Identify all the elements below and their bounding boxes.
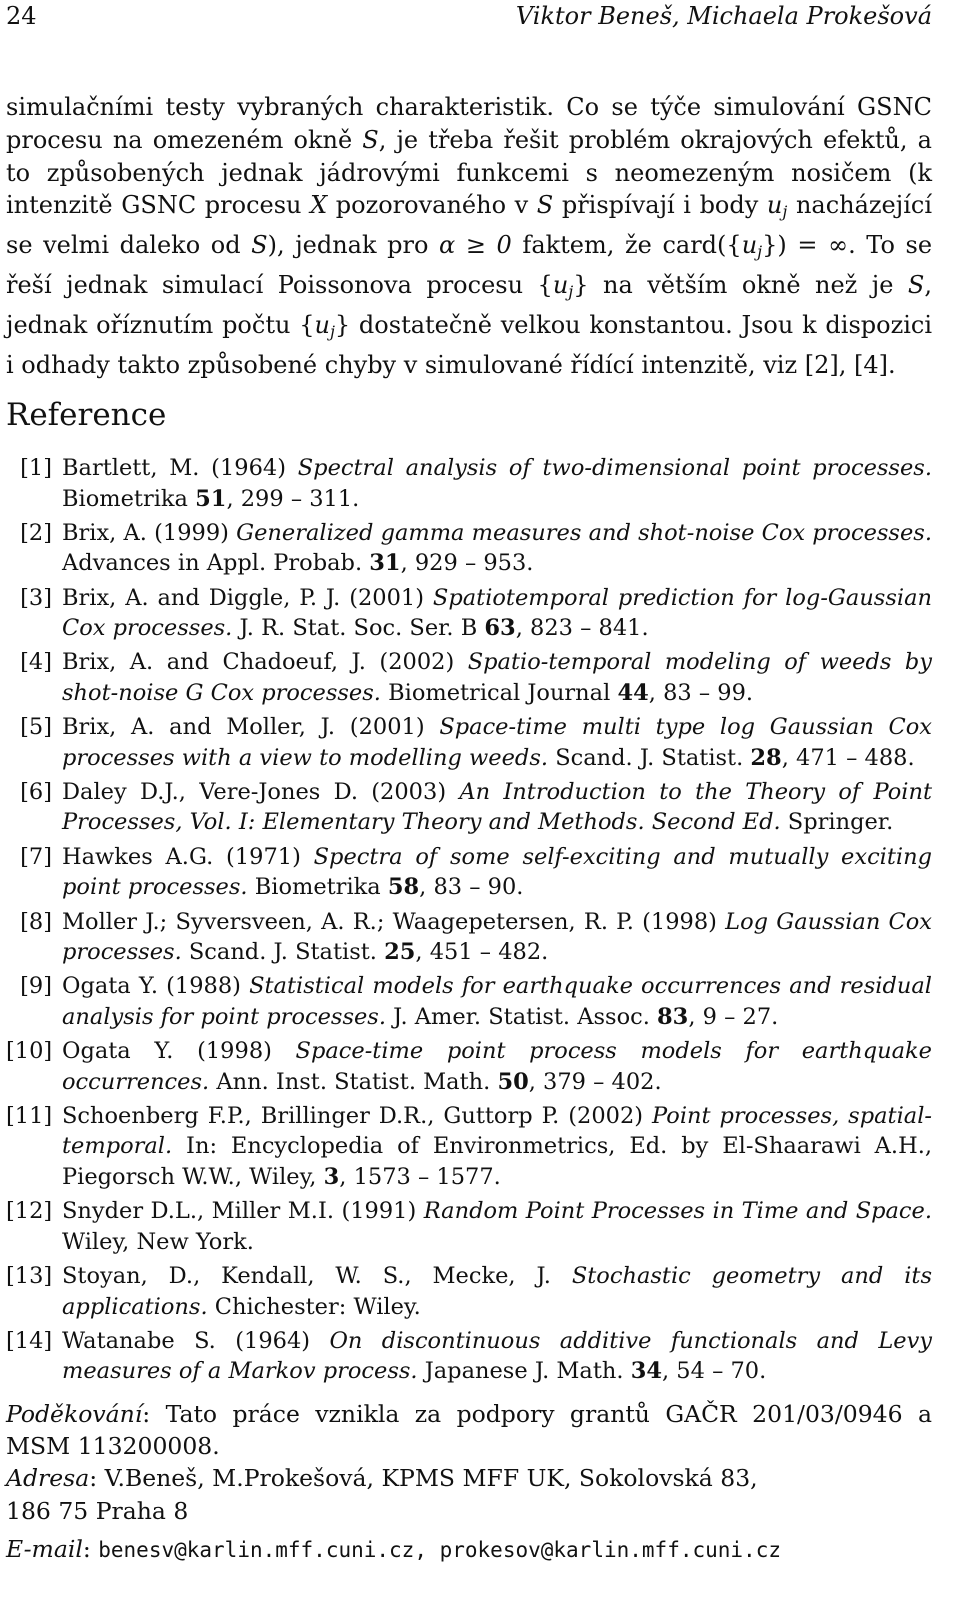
math-symbol: X [310,191,328,220]
text-run: nacházející se velmi daleko od [6,191,932,260]
reference-title: Random Point Processes in Time and Space. [423,1198,932,1225]
reference-volume: 58 [387,874,420,901]
reference-source: Biometrika [247,874,388,901]
reference-item [6,453,932,514]
reference-authors: Hawkes A.G. (1971) [62,843,314,870]
reference-title: Generalized gamma measures and shot-noise Cox processes. [236,519,932,546]
text-run: pozorovaného v [327,191,537,220]
acknowledgement [6,1398,932,1462]
reference-list [6,453,932,1391]
reference-authors: Ogata Y. (1998) [62,1038,296,1065]
reference-authors: Bartlett, M. (1964) [62,455,298,481]
address-label: Adresa [6,1464,90,1492]
reference-source: Springer. [780,809,894,836]
email-label: E-mail [6,1535,83,1563]
reference-pages: , 299 – 311. [226,485,360,512]
reference-number: [1] [20,455,52,481]
reference-source: J. R. Stat. Soc. Ser. B [232,615,485,642]
reference-number: [6] [20,778,52,805]
text-run: faktem, že card({ [511,231,742,260]
reference-source: In: Encyclopedia of Environmetrics, Ed. by El-Shaarawi A.H., Piegorsch W.W., Wiley, [62,1133,932,1190]
reference-number: [14] [6,1327,53,1354]
text-run: , jednak oříznutím počtu { [6,270,932,339]
math-symbol: u [314,310,330,339]
reference-authors: Brix, A. and Diggle, P. J. (2001) [62,584,433,611]
reference-authors: Brix, A. (1999) [62,519,237,546]
reference-authors: Watanabe S. (1964) [62,1327,330,1354]
reference-authors: Stoyan, D., Kendall, W. S., Mecke, J. [62,1263,572,1290]
reference-authors: Brix, A. and Moller, J. (2001) [62,714,440,741]
reference-title: Spatiotemporal prediction for log-Gaussian Cox processes. [62,584,932,642]
reference-pages: , 54 – 70. [662,1358,767,1385]
reference-authors: Moller J.; Syversveen, A. R.; Waagepetersen, R. P. (1998) [62,908,726,935]
running-title: Viktor Beneš, Michaela Prokešová [515,2,932,30]
address-line-1: : V.Beneš, M.Prokešová, KPMS MFF UK, Sokolovská 83, [89,1464,758,1492]
reference-authors: Brix, A. and Chadoeuf, J. (2002) [62,649,468,676]
reference-source: Japanese J. Math. [417,1358,631,1385]
reference-item [6,1261,932,1322]
acknowledgement-text: : Tato práce vznikla za podpory grantů GAČR 201/03/0946 a MSM 113200008. [6,1400,932,1460]
reference-pages: , 1573 – 1577. [339,1163,501,1190]
reference-item [6,971,932,1032]
reference-title: Space-time point process models for earthquake occurrences. [62,1038,932,1095]
math-symbol: S [536,191,554,220]
reference-volume: 3 [323,1163,340,1190]
reference-volume: 34 [630,1358,662,1385]
reference-title: Point processes, spatial-temporal. [62,1102,933,1160]
reference-title: Spatio-temporal modeling of weeds by shot-noise G Cox processes. [62,649,933,706]
reference-number: [10] [6,1038,53,1065]
reference-pages: , 379 – 402. [528,1068,662,1095]
reference-number: [11] [6,1102,53,1129]
text-run: } na větším okně než je [573,270,908,299]
reference-pages: , 83 – 90. [419,874,524,901]
reference-source: Wiley, New York. [62,1228,254,1255]
address-line-2: 186 75 Praha 8 [6,1496,189,1525]
reference-authors: Snyder D.L., Miller M.I. (1991) [62,1198,424,1225]
math-symbol: u [741,231,758,260]
reference-title: Stochastic geometry and its applications. [62,1263,932,1320]
math-symbol: S [362,125,379,154]
reference-title: An Introduction to the Theory of Point Processes, Vol. I: Elementary Theory and Methods. Second Ed. [62,778,932,836]
email-addresses[interactable]: benesv@karlin.mff.cuni.cz, prokesov@karlin.mff.cuni.cz [98,1538,781,1562]
reference-pages: , 823 – 841. [515,615,649,642]
reference-source: Scand. J. Statist. [181,939,385,966]
math-subscript: j [757,242,763,262]
reference-item [6,1036,932,1097]
text-run: } dostatečně velkou konstantou. Jsou k dispozici i odhady takto způsobené chyby v simulované řídící intenzitě, viz [2], [4]. [6,310,933,379]
reference-number: [2] [20,519,52,546]
text-run: ), jednak pro [267,231,440,260]
reference-number: [4] [20,649,52,676]
section-title: Reference [6,397,167,433]
reference-source: Biometrical Journal [380,679,618,706]
reference-volume: 83 [657,1003,689,1030]
reference-source: J. Amer. Statist. Assoc. [386,1003,658,1030]
reference-item [6,647,932,708]
math-symbol: u [766,191,783,220]
reference-authors: Daley D.J., Vere-Jones D. (2003) [62,778,460,805]
acknowledgement-label: Poděkování [6,1400,143,1428]
reference-number: [3] [20,584,52,611]
reference-source: Biometrika [62,485,196,512]
reference-pages: , 929 – 953. [400,550,534,577]
address [6,1462,932,1527]
email-separator: : [82,1535,99,1563]
reference-item [6,1101,932,1193]
reference-item [6,1326,932,1387]
reference-volume: 25 [384,939,416,966]
reference-volume: 28 [750,744,782,771]
page-number: 24 [6,2,37,30]
math-symbol: S [251,231,268,260]
reference-title: Log Gaussian Cox processes. [62,908,932,966]
text-run: přispívají i body [553,191,767,220]
reference-pages: , 9 – 27. [688,1003,779,1030]
reference-number: [13] [6,1263,53,1290]
reference-item [6,518,932,579]
reference-pages: , 451 – 482. [415,939,549,966]
reference-volume: 31 [369,550,401,577]
reference-item [6,1196,932,1257]
reference-title: Statistical models for earthquake occurrences and residual analysis for point processes. [62,973,932,1030]
reference-item [6,842,932,903]
reference-source: Ann. Inst. Statist. Math. [209,1068,498,1095]
reference-number: [5] [20,714,52,741]
text-run: }) = ∞. To se řeší jednak simulací Poissonova procesu { [6,231,933,299]
reference-title: Spectra of some self-exciting and mutually exciting point processes. [62,843,932,901]
math-subscript: j [568,281,574,301]
reference-number: [12] [6,1198,53,1225]
reference-source: Chichester: Wiley. [207,1293,421,1320]
reference-volume: 50 [497,1068,529,1095]
reference-item [6,583,932,644]
reference-title: Space-time multi type log Gaussian Cox processes with a view to modelling weeds. [62,714,932,771]
reference-authors: Schoenberg F.P., Brillinger D.R., Guttorp P. (2002) [62,1102,653,1129]
math-subscript: j [329,321,335,341]
reference-number: [9] [20,973,52,1000]
math-symbol: α ≥ 0 [439,231,512,260]
math-symbol: u [552,270,569,299]
reference-authors: Ogata Y. (1988) [62,973,250,1000]
reference-source: Advances in Appl. Probab. [62,550,370,577]
reference-title: Spectral analysis of two-dimensional point processes. [297,455,932,481]
body-paragraph [6,91,932,381]
reference-title: On discontinuous additive functionals and Levy measures of a Markov process. [62,1327,932,1385]
reference-volume: 44 [617,679,649,706]
math-subscript: j [782,202,788,222]
reference-volume: 51 [195,485,227,512]
reference-number: [7] [20,843,52,870]
text-run: simulačními testy vybraných charakteristik. Co se týče simulování GSNC procesu na omezeném okně [6,93,932,154]
reference-pages: , 83 – 99. [648,679,754,706]
reference-item [6,907,932,968]
reference-volume: 63 [484,615,516,642]
text-run: , je třeba řešit problém okrajových efektů, a to způsobených jednak jádrovými funkcemi s neomezeným nosičem (k intenzitě GSNC procesu [6,125,932,220]
reference-source: Scand. J. Statist. [548,744,751,771]
reference-number: [8] [20,908,52,935]
page-header [6,2,932,32]
reference-item [6,712,932,773]
email [6,1533,932,1566]
reference-item [6,777,932,838]
math-symbol: S [907,270,925,299]
reference-pages: , 471 – 488. [781,744,915,771]
